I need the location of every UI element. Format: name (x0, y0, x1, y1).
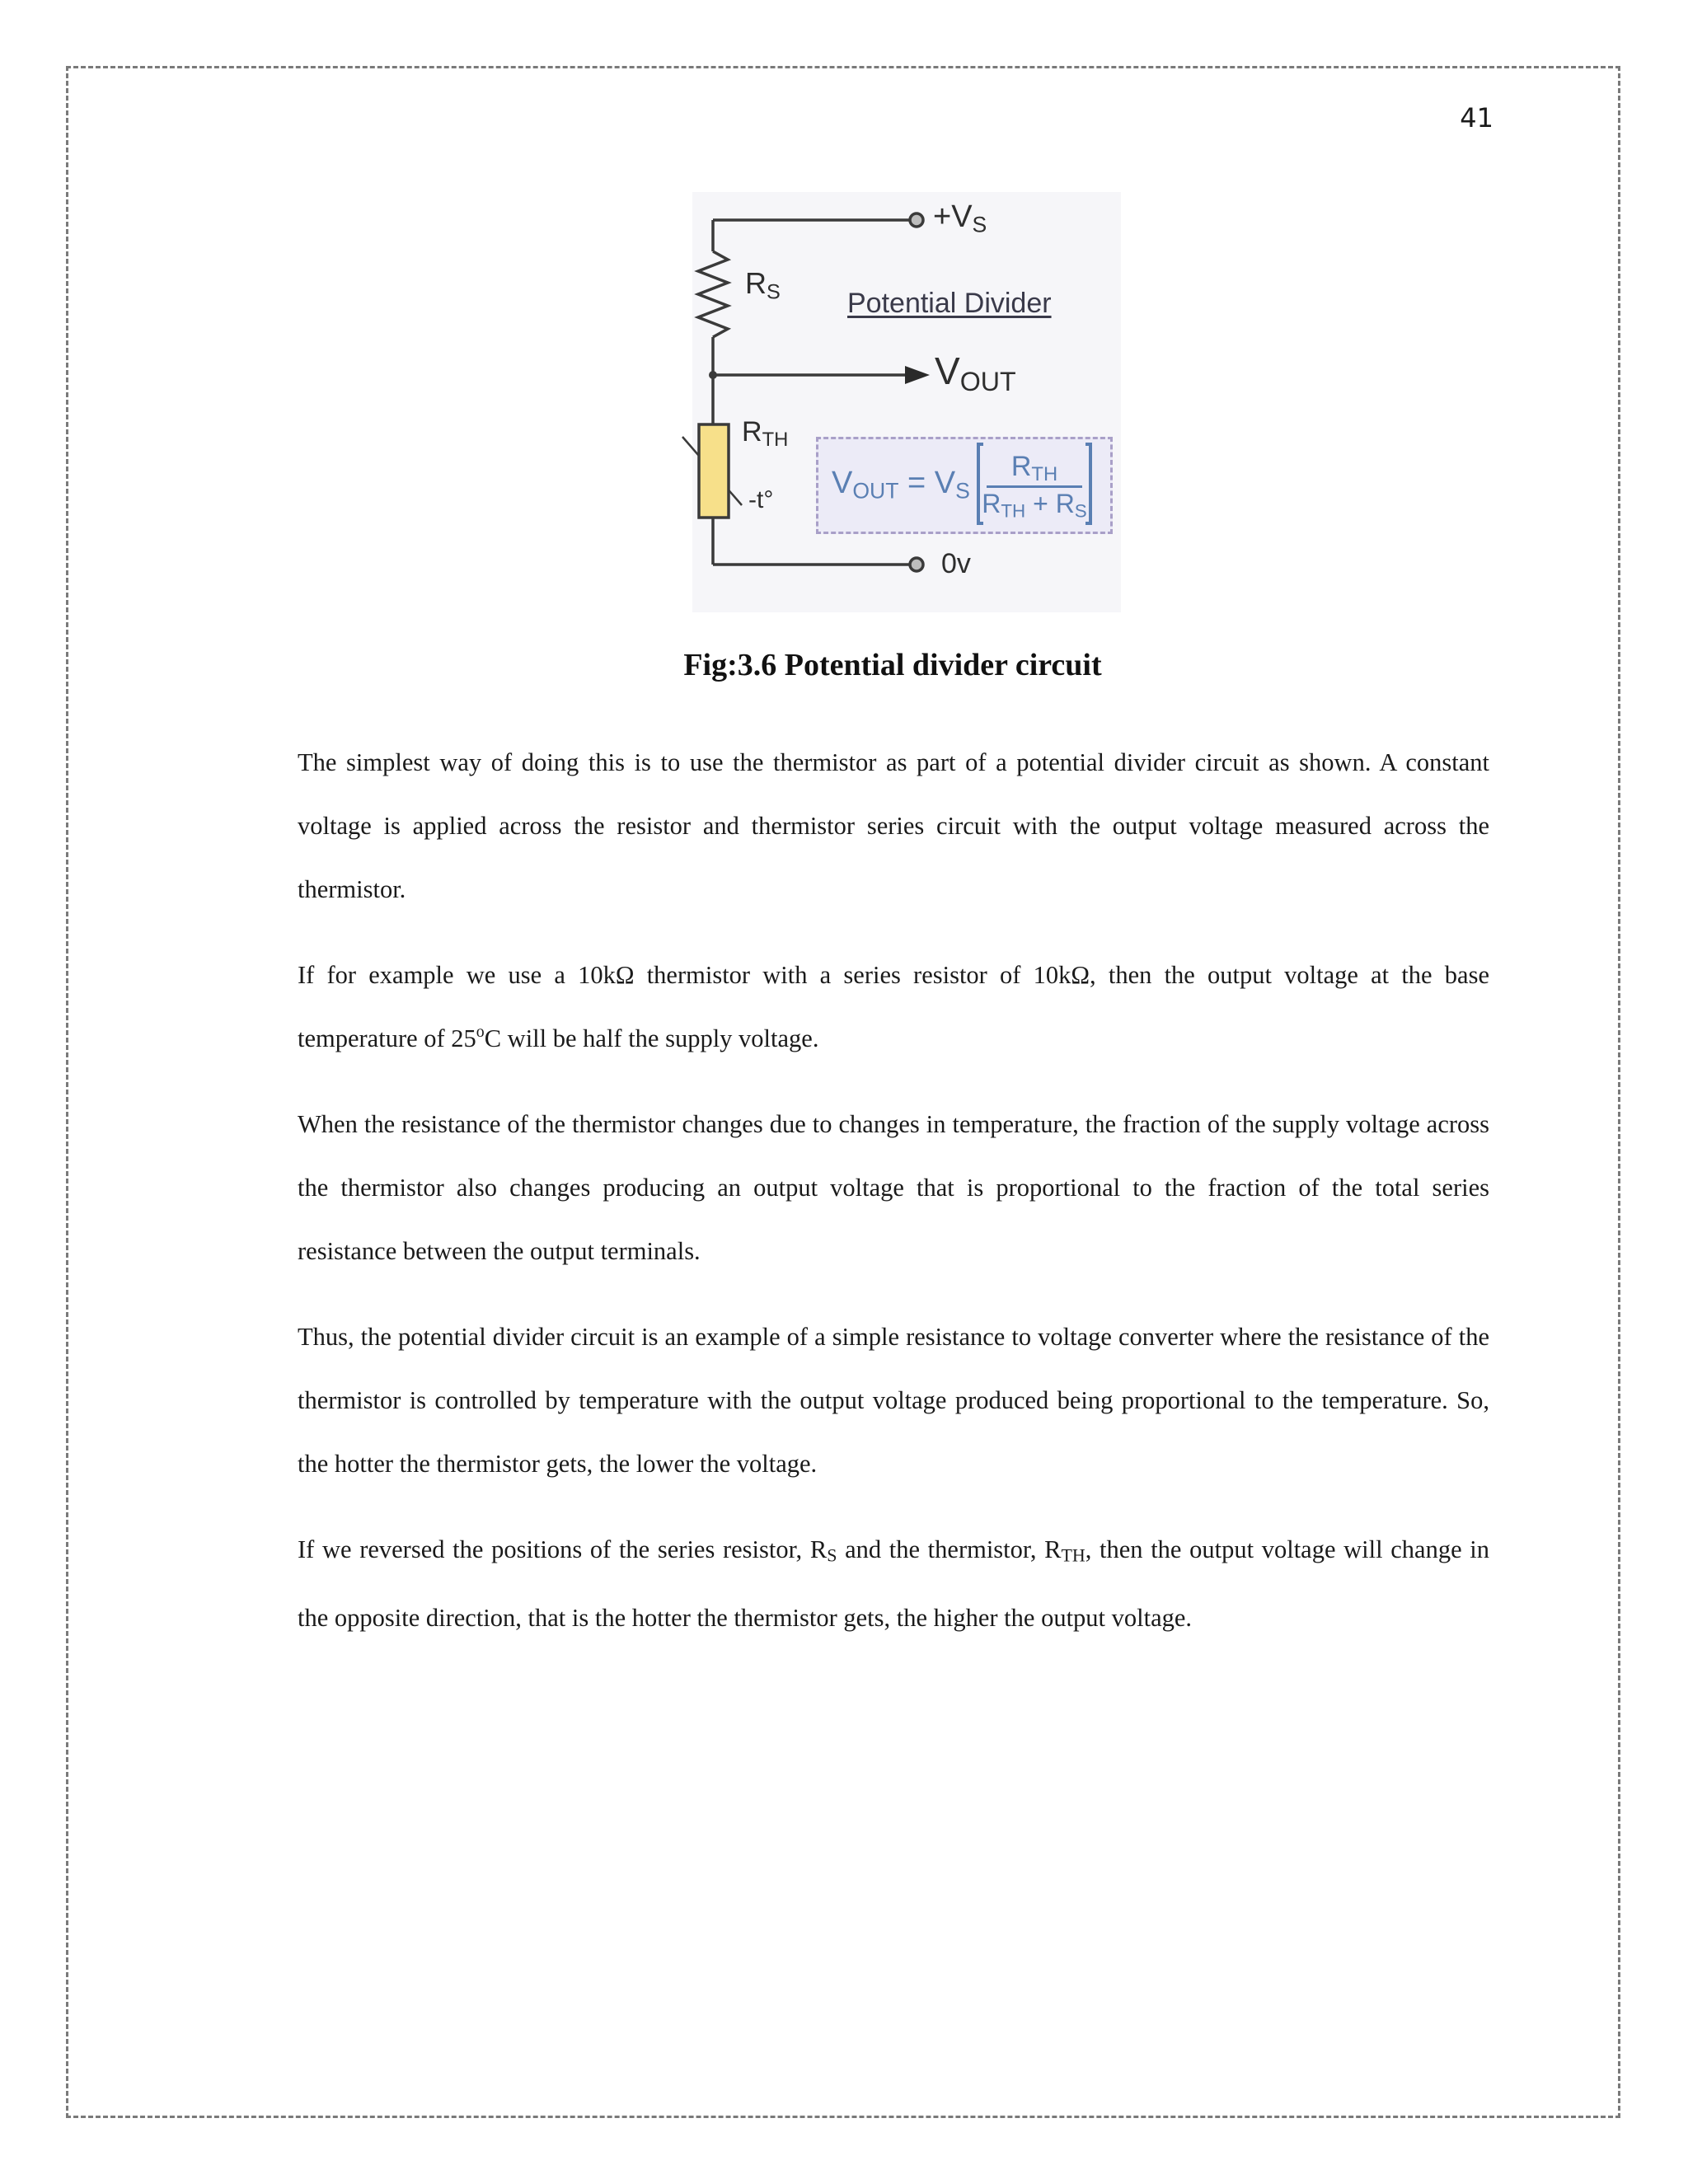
page-number: 41 (1460, 102, 1493, 134)
formula-lhs: $V_{OUT} = V_S$ (832, 466, 970, 504)
formula-bracket (977, 446, 1092, 525)
diagram-title: Potential Divider (847, 288, 1052, 319)
junction-dot (709, 371, 717, 379)
circuit-diagram (643, 185, 1137, 630)
paragraph-4: Thus, the potential divider circuit is an example of a simple resistance to voltage converter where the resistance of the thermistor is controlled by temperature with the output voltage produced being proportional to the temperature. So, the hotter the thermistor gets, the lower the voltage. (298, 1323, 1489, 1478)
potential-divider-figure (643, 185, 1137, 630)
supply-label: $+V_S$ (933, 199, 987, 237)
paragraph-5: If we reversed the positions of the series resistor, $R_S$ and the thermistor, $R_{TH}$, then the output voltage will change in the opposite direction, that is the hotter the thermistor gets, the higher the output voltage. (298, 1535, 1490, 1633)
figure-caption: Fig:3.6 Potential divider circuit (683, 648, 1102, 682)
vout-formula (816, 437, 1113, 534)
rth-label: $R_{TH}$ (742, 416, 789, 451)
fraction-line (987, 485, 1082, 488)
supply-terminal (910, 213, 923, 227)
formula-numerator: $R_{TH}$ (1010, 451, 1058, 485)
resistor-rs (698, 251, 728, 337)
temperature-label: -t° (748, 486, 774, 513)
vout-arrow (905, 366, 930, 384)
paragraph-1: The simplest way of doing this is to use the thermistor as part of a potential divider circuit as shown. A constant voltage is applied across the resistor and thermistor series circuit with the output voltage measured across the thermistor. (298, 748, 1489, 903)
ground-label: 0v (941, 548, 971, 579)
vout-label: $V_{OUT}$ (935, 349, 1016, 397)
body-text (298, 731, 1489, 1672)
ground-terminal (910, 558, 923, 571)
paragraph-3: When the resistance of the thermistor changes due to changes in temperature, the fraction of the supply voltage across the thermistor also changes producing an output voltage that is proportional to the fraction of the total series resistance between the output terminals. (298, 1110, 1489, 1265)
paragraph-2: If for example we use a 10kΩ thermistor with a series resistor of 10kΩ, then the output voltage at the base temperature of 25$^o$C will be half the supply voltage. (298, 961, 1489, 1052)
rs-label: $R_S$ (745, 266, 781, 304)
thermistor-body (699, 424, 729, 518)
formula-denominator: $R_{TH} + R_S$ (982, 489, 1087, 522)
